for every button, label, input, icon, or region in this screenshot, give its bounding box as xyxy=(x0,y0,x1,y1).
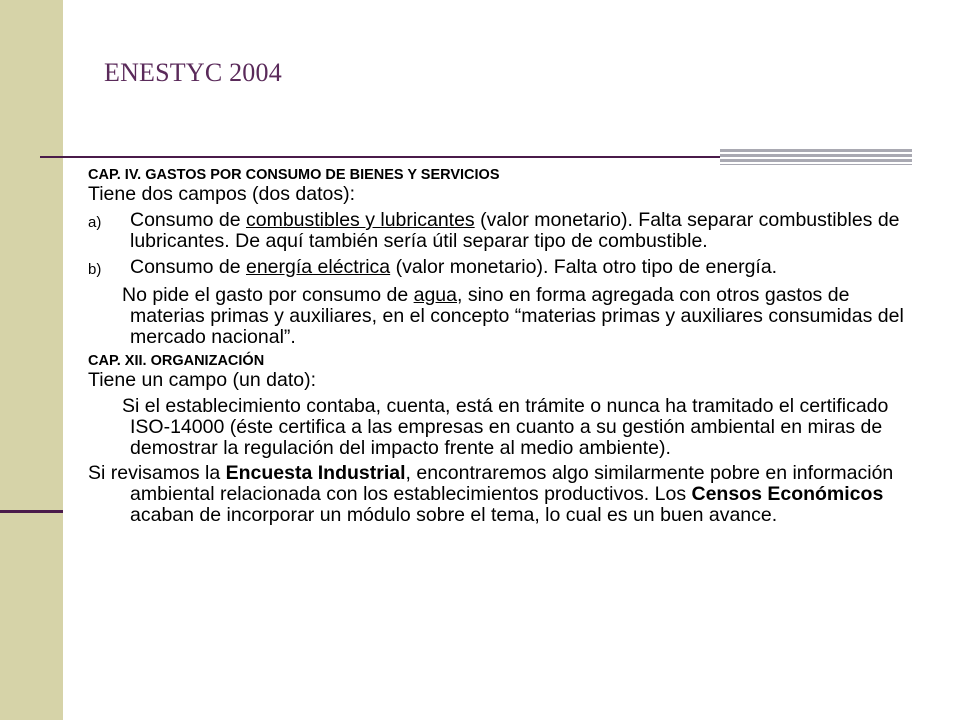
conclusion-part3: acaban de incorporar un módulo sobre el tema, lo cual es un buen avance. xyxy=(130,504,778,526)
cap4-heading: CAP. IV. GASTOS POR CONSUMO DE BIENES Y SERVICIOS xyxy=(88,167,500,183)
note-underlined: agua xyxy=(413,284,457,306)
cap4-item-a xyxy=(88,210,928,252)
item-b-before: Consumo de xyxy=(130,256,246,278)
item-b-after: (valor monetario). Falta otro tipo de energía. xyxy=(390,256,778,278)
cap4-intro: Tiene dos campos (dos datos): xyxy=(88,183,355,205)
item-a-after: (valor monetario). Falta separar combustibles de lubricantes. De aquí también sería útil separar tipo de combustible. xyxy=(130,209,900,252)
divider-accent-block xyxy=(720,149,912,165)
cap12-intro: Tiene un campo (un dato): xyxy=(88,369,316,391)
item-b-underlined: energía eléctrica xyxy=(245,256,391,278)
conclusion-part2: , encontraremos algo similarmente pobre en información ambiental relacionada con los establecimientos productivos. Los xyxy=(130,462,894,505)
note-after: , sino en forma agregada con otros gastos de materias primas y auxiliares, en el concepto “materias primas y auxiliares consumidas del mercado nacional”. xyxy=(130,284,904,348)
cap4-note xyxy=(88,285,928,348)
cap12-note: Si el establecimiento contaba, cuenta, está en trámite o nunca ha tramitado el certificado ISO-14000 (éste certifica a las empresas en cuanto a su gestión ambiental en miras de demostrar la regulación del impacto frente al medio ambiente). xyxy=(122,395,889,459)
slide-title: ENESTYC 2004 xyxy=(104,58,282,87)
cap12-heading: CAP. XII. ORGANIZACIÓN xyxy=(88,353,265,369)
item-b-marker: b) xyxy=(88,261,102,278)
conclusion-bold1: Encuesta Industrial xyxy=(225,462,406,484)
left-bar-accent-line xyxy=(0,510,63,513)
left-decorative-bar xyxy=(0,0,63,720)
item-b-text xyxy=(130,257,928,280)
note-before: No pide el gasto por consumo de xyxy=(122,284,414,306)
cap4-item-b xyxy=(88,257,928,280)
slide-body xyxy=(88,166,928,526)
item-a-text xyxy=(130,210,928,252)
item-a-marker: a) xyxy=(88,214,102,231)
conclusion-part1: Si revisamos la xyxy=(88,462,226,484)
conclusion-bold2: Censos Económicos xyxy=(691,483,884,505)
item-a-before: Consumo de xyxy=(130,209,246,231)
conclusion-paragraph xyxy=(88,463,928,526)
item-a-underlined: combustibles y lubricantes xyxy=(245,209,475,231)
